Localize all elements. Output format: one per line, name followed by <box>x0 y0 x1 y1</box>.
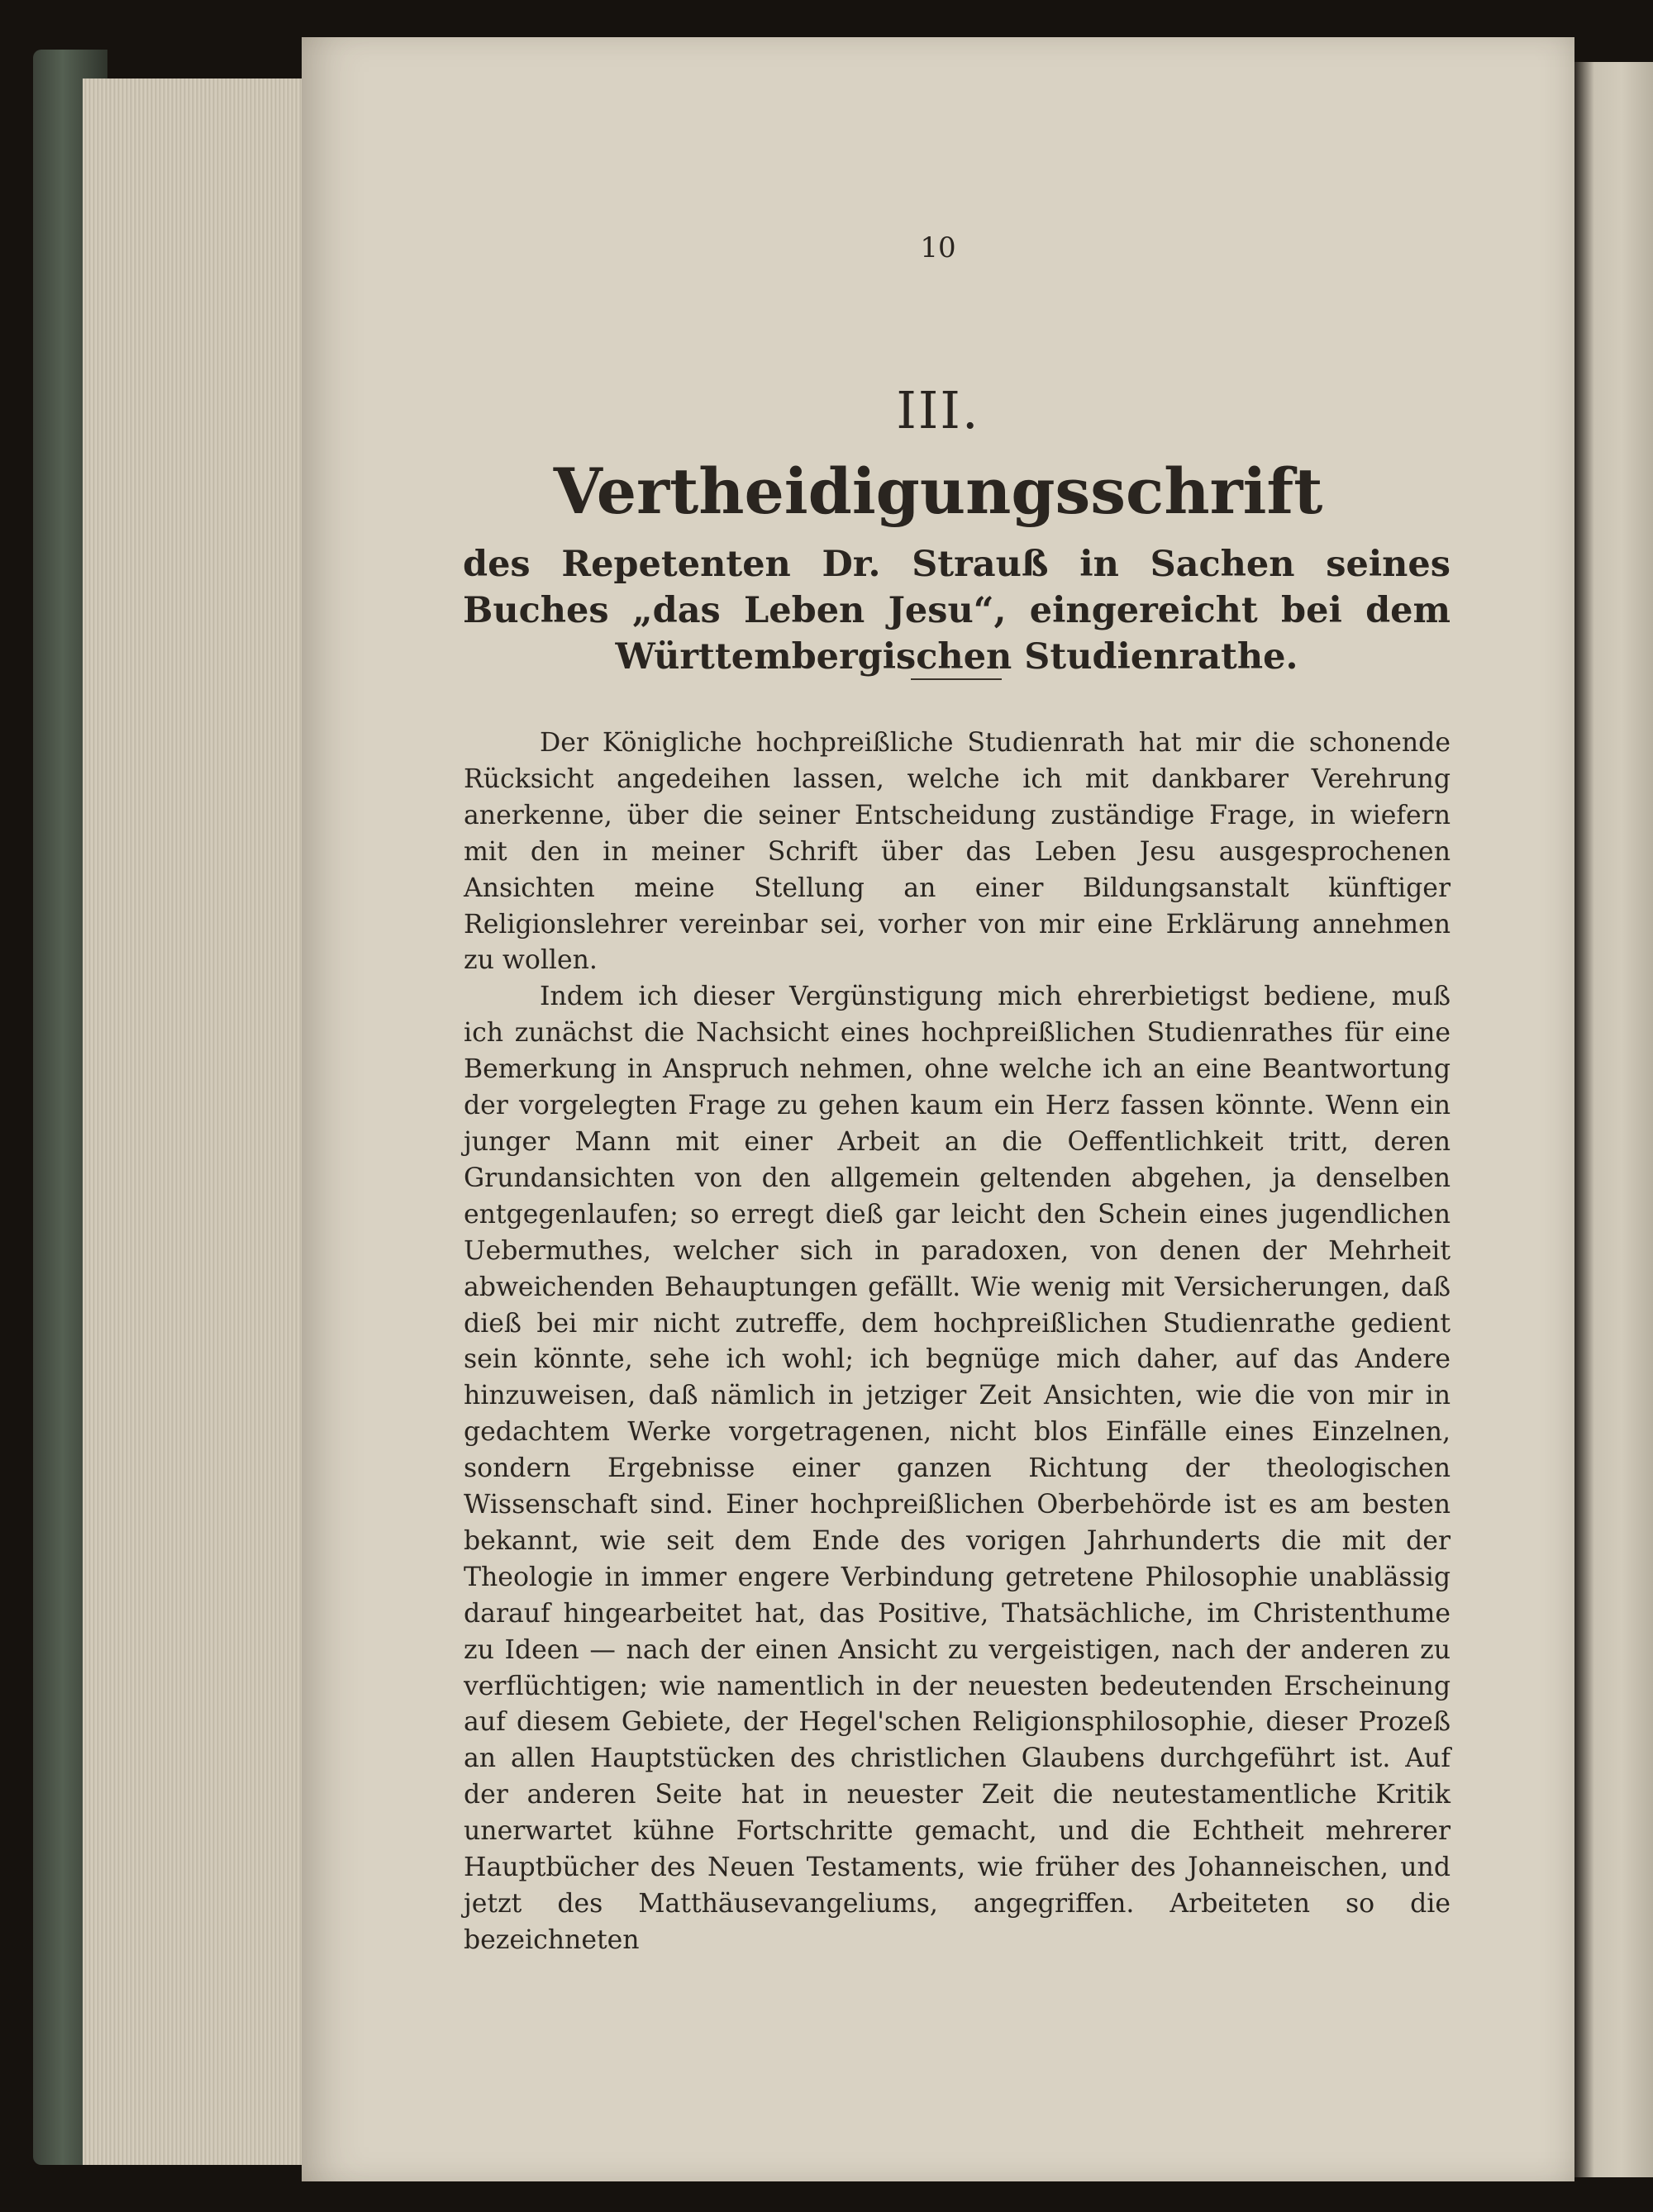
document-title: Vertheidigungsschrift <box>553 454 1323 528</box>
page-number: 10 <box>920 231 956 264</box>
document-subtitle: des Repetenten Dr. Strauß in Sachen seines Buches „das Leben Jesu“, eingereicht bei dem Württembergischen Studienrathe. <box>463 544 1451 678</box>
section-numeral: III. <box>896 380 980 440</box>
paragraph: Der Königliche hochpreißliche Studienrath hat mir die schonende Rücksicht angedeihen lassen, welche ich mit dankbarer Verehrung anerkenne, über die seiner Entscheidung zuständige Frage, in wiefern mit den in meiner Schrift über das Leben Jesu ausgesprochenen Ansichten meine Stellung an einer Bildungsanstalt künftiger Religionslehrer vereinbar sei, vorher von mir eine Erklärung annehmen zu wollen. <box>464 728 1451 976</box>
facing-page-edge <box>1574 62 1653 2177</box>
page-stack-edge <box>83 78 303 2165</box>
title-divider <box>911 678 1002 680</box>
body-text <box>464 725 1451 1959</box>
book-page <box>302 37 1574 2181</box>
paragraph: Indem ich dieser Vergünstigung mich ehrerbietigst bediene, muß ich zunächst die Nachsicht eines hochpreißlichen Studienrathes für eine Bemerkung in Anspruch nehmen, ohne welche ich an eine Beantwortung der vorgelegten Frage zu gehen kaum ein Herz fassen könnte. Wenn ein junger Mann mit einer Arbeit an die Oeffentlichkeit tritt, deren Grundansichten von den allgemein geltenden abgehen, ja denselben entgegenlaufen; so erregt dieß gar leicht den Schein eines jugendlichen Uebermuthes, welcher sich in paradoxen, von denen der Mehrheit abweichenden Behauptungen gefällt. Wie wenig mit Versicherungen, daß dieß bei mir nicht zutreffe, dem hochpreißlichen Studienrathe gedient sein könnte, sehe ich wohl; ich begnüge mich daher, auf das Andere hinzuweisen, daß nämlich in jetziger Zeit Ansichten, wie die von mir in gedachtem Werke vorgetragenen, nicht blos Einfälle eines Einzelnen, sondern Ergebnisse einer ganzen Richtung der theologischen Wissenschaft sind. Einer hochpreißlichen Oberbehörde ist es am besten bekannt, wie seit dem Ende des vorigen Jahrhunderts die mit der Theologie in immer engere Verbindung getretene Philosophie unablässig darauf hingearbeitet hat, das Positive, Thatsächliche, im Christenthume zu Ideen — nach der einen Ansicht zu vergeistigen, nach der anderen zu verflüchtigen; wie namentlich in der neuesten bedeutenden Erscheinung auf diesem Gebiete, der Hegel'schen Religionsphilosophie, dieser Prozeß an allen Hauptstücken des christlichen Glaubens durchgeführt ist. Auf der anderen Seite hat in neuester Zeit die neutestamentliche Kritik unerwartet kühne Fortschritte gemacht, und die Echtheit mehrerer Hauptbücher des Neuen Testaments, wie früher des Johanneischen, und jetzt des Matthäusevangeliums, angegriffen. Arbeiteten so die bezeichneten <box>464 982 1451 1955</box>
